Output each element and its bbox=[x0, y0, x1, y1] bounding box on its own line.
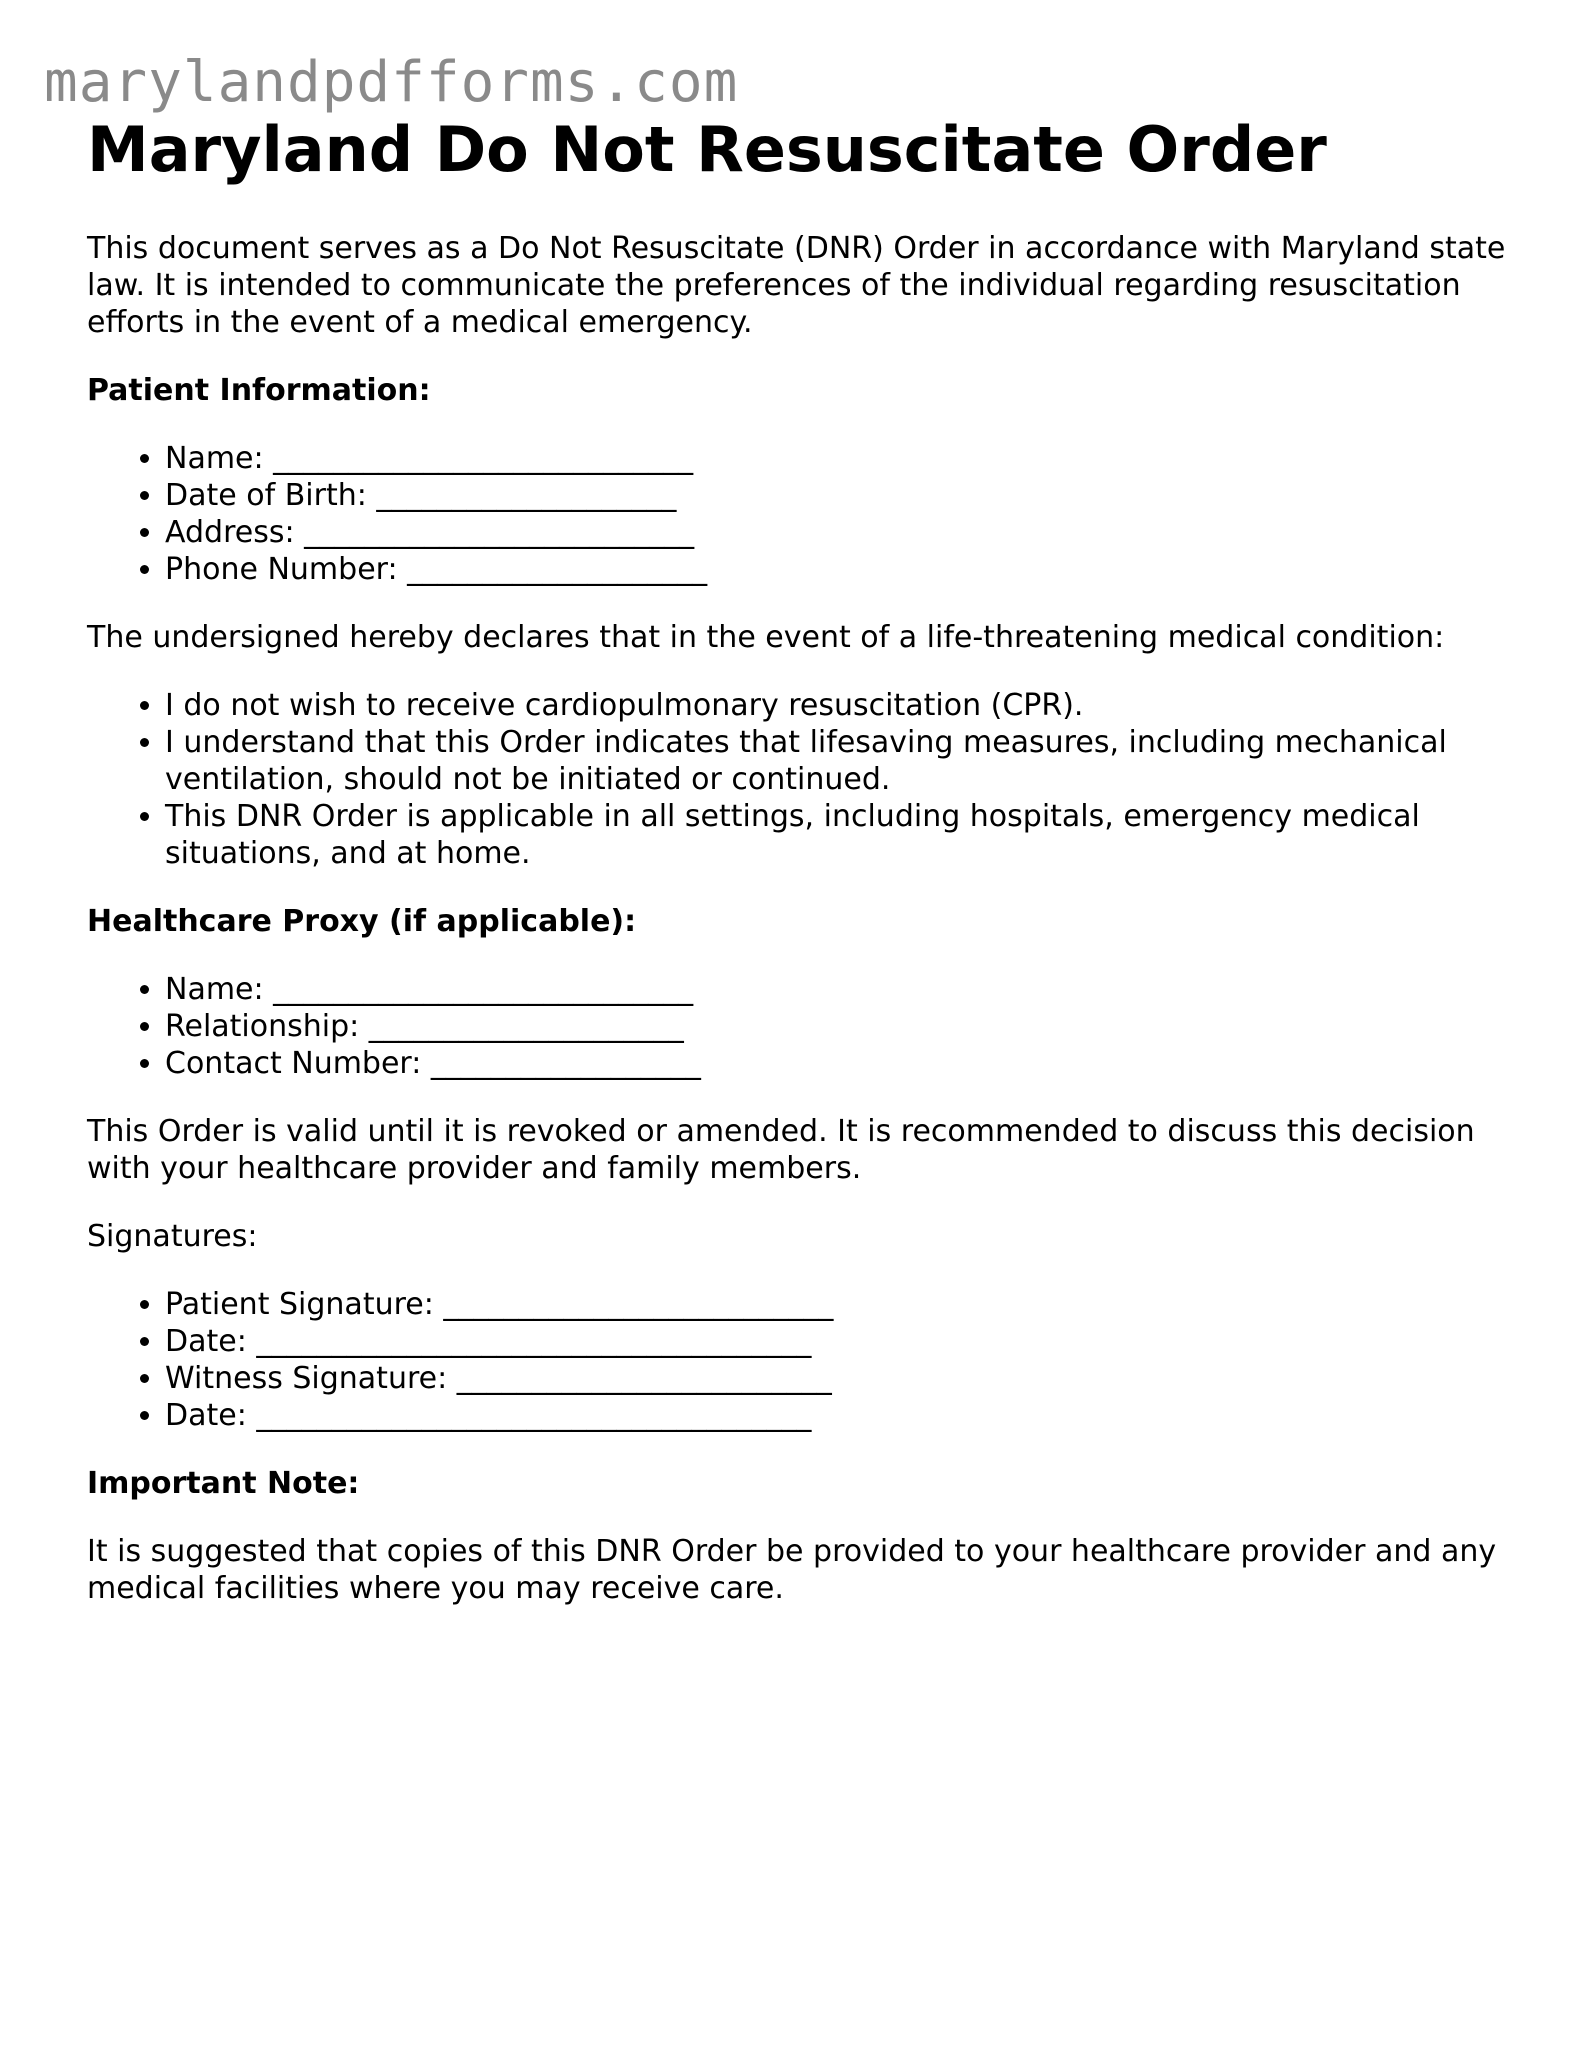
signatures-heading: Signatures: bbox=[87, 1219, 258, 1254]
page-title: Maryland Do Not Resuscitate Order bbox=[87, 113, 1327, 186]
proxy-name-field: • Name: ____________________________ bbox=[165, 971, 1507, 1008]
patient-name-field: • Name: ____________________________ bbox=[165, 440, 1507, 477]
proxy-relationship-field: • Relationship: _____________________ bbox=[165, 1008, 1507, 1045]
note-paragraph: It is suggested that copies of this DNR Order be provided to your healthcare provider and any medical facilities where you may receive care. bbox=[87, 1534, 1497, 1606]
document-page bbox=[87, 108, 1507, 1607]
patient-signature-field: • Patient Signature: __________________________ bbox=[165, 1286, 1507, 1323]
declaration-list bbox=[87, 687, 1507, 872]
intro-paragraph: This document serves as a Do Not Resuscitate (DNR) Order in accordance with Maryland state law. It is intended to communicate the preferences of the individual regarding resuscitation efforts in the event of a medical emergency. bbox=[87, 231, 1506, 340]
patient-info-list bbox=[87, 440, 1507, 588]
validity-paragraph: This Order is valid until it is revoked or amended. It is recommended to discuss this decision with your healthcare provider and family members. bbox=[87, 1114, 1475, 1186]
patient-phone-field: • Phone Number: ____________________ bbox=[165, 551, 1507, 588]
patient-date-field: • Date: _____________________________________ bbox=[165, 1323, 1507, 1360]
declaration-item: • I understand that this Order indicates that lifesaving measures, including mechanical ventilation, should not be initiated or continued. bbox=[165, 724, 1507, 798]
proxy-heading: Healthcare Proxy (if applicable): bbox=[87, 904, 637, 939]
witness-date-field: • Date: _____________________________________ bbox=[165, 1397, 1507, 1434]
proxy-contact-field: • Contact Number: __________________ bbox=[165, 1045, 1507, 1082]
declaration-item: • This DNR Order is applicable in all settings, including hospitals, emergency medical situations, and at home. bbox=[165, 798, 1507, 872]
site-watermark: marylandpdfforms.com bbox=[44, 50, 739, 115]
patient-dob-field: • Date of Birth: ____________________ bbox=[165, 477, 1507, 514]
note-heading: Important Note: bbox=[87, 1466, 360, 1501]
declaration-item: • I do not wish to receive cardiopulmonary resuscitation (CPR). bbox=[165, 687, 1507, 724]
patient-address-field: • Address: __________________________ bbox=[165, 514, 1507, 551]
witness-signature-field: • Witness Signature: _________________________ bbox=[165, 1360, 1507, 1397]
proxy-list bbox=[87, 971, 1507, 1082]
patient-info-heading: Patient Information: bbox=[87, 373, 431, 408]
signatures-list bbox=[87, 1286, 1507, 1434]
declaration-lead: The undersigned hereby declares that in the event of a life-threatening medical condition: bbox=[87, 620, 1445, 655]
